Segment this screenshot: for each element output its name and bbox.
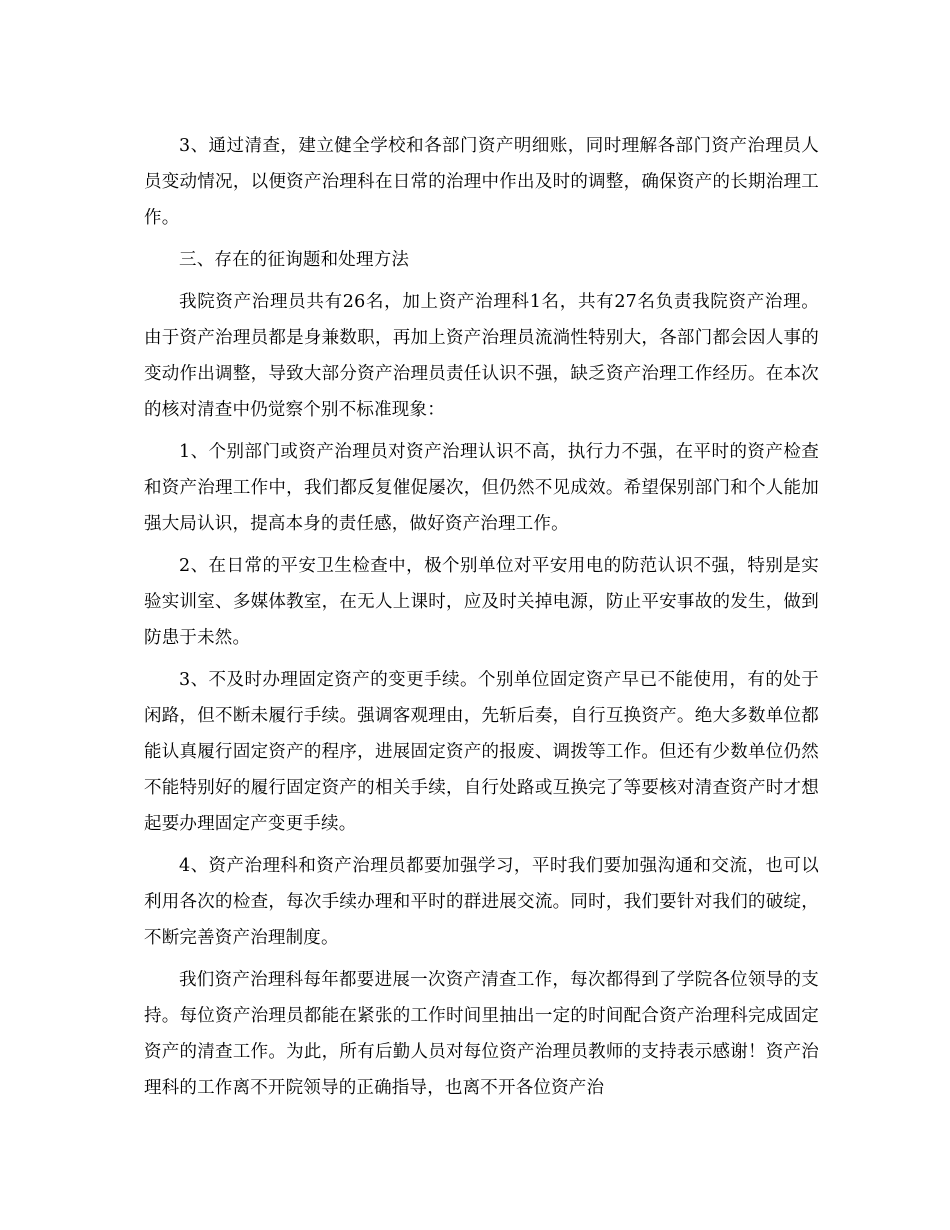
- paragraph-issue-4: 4、资产治理科和资产治理员都要加强学习，平时我们要加强沟通和交流，也可以利用各次的检查，每次手续办理和平时的群进展交流。同时，我们要针对我们的破绽，不断完善资产治理制度。: [144, 856, 819, 948]
- paragraph-asset-ledger: 3、通过清查，建立健全学校和各部门资产明细账，同时理解各部门资产治理员人员变动情况，以便资产治理科在日常的治理中作出及时的调整，确保资产的长期治理工作。: [144, 136, 819, 228]
- document-body: [144, 128, 819, 1112]
- paragraph-acknowledgement: 我们资产治理科每年都要进展一次资产清查工作，每次都得到了学院各位领导的支持。每位资产治理员都能在紧张的工作时间里抽出一定的时间配合资产治理科完成固定资产的清查工作。为此，所有后勤人员对每位资产治理员教师的支持表示感谢！资产治理科的工作离不开院领导的正确指导，也离不开各位资产治: [144, 970, 819, 1098]
- paragraph-issue-2: 2、在日常的平安卫生检查中，极个别单位对平安用电的防范认识不强，特别是实验实训室、多媒体教室，在无人上课时，应及时关掉电源，防止平安事故的发生，做到防患于未然。: [144, 556, 819, 648]
- paragraph-staff-overview: 我院资产治理员共有26名，加上资产治理科1名，共有27名负责我院资产治理。由于资产治理员都是身兼数职，再加上资产治理员流淌性特别大，各部门都会因人事的变动作出调整，导致大部分资产治理员责任认识不强，缺乏资产治理工作经历。在本次的核对清查中仍觉察个别不标准现象：: [144, 292, 819, 420]
- section-heading-problems: 三、存在的征询题和处理方法: [179, 250, 410, 270]
- paragraph-issue-1: 1、个别部门或资产治理员对资产治理认识不高，执行力不强，在平时的资产检查和资产治理工作中，我们都反复催促屡次，但仍然不见成效。希望保别部门和个人能加强大局认识，提高本身的责任感，做好资产治理工作。: [144, 442, 819, 534]
- paragraph-issue-3: 3、不及时办理固定资产的变更手续。个别单位固定资产早已不能使用，有的处于闲路，但不断未履行手续。强调客观理由，先斩后奏，自行互换资产。绝大多数单位都能认真履行固定资产的程序，进展固定资产的报废、调拨等工作。但还有少数单位仍然不能特别好的履行固定资产的相关手续，自行处路或互换完了等要核对清查资产时才想起要办理固定产变更手续。: [144, 670, 819, 834]
